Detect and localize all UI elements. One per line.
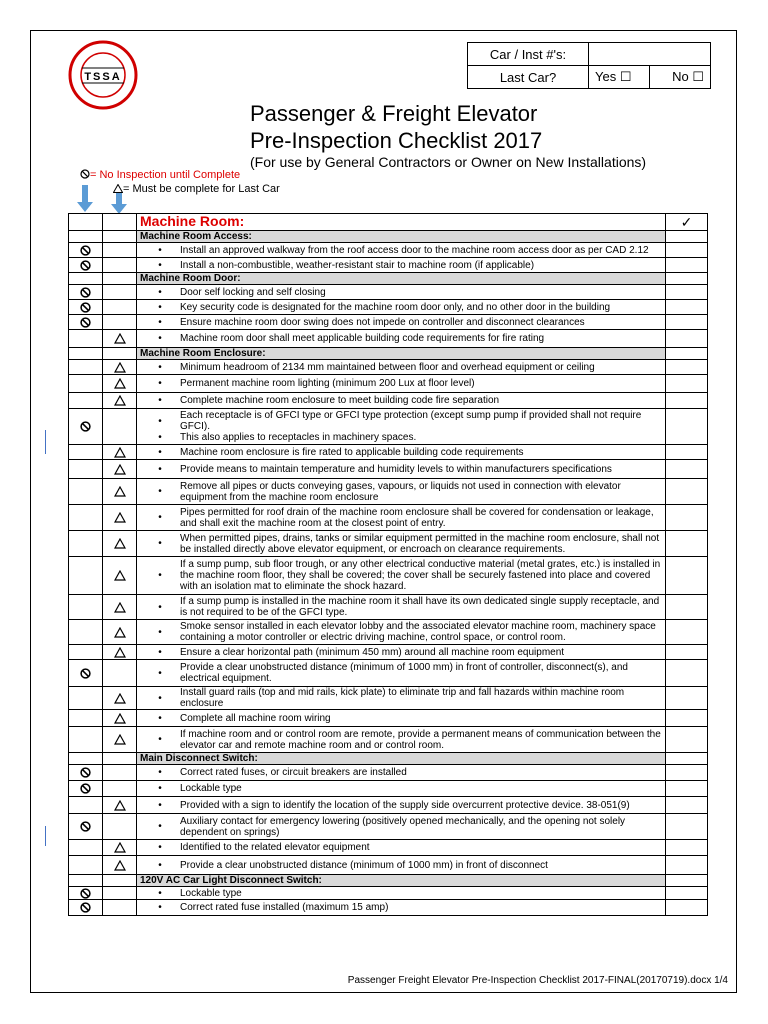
checklist-item-row [69,285,708,300]
check-cell[interactable] [666,710,708,727]
checklist-table [68,213,708,916]
legend-last-car [113,183,280,195]
check-cell[interactable] [666,479,708,505]
item-description: • Correct rated fuses, or circuit breakers are installed [137,765,666,781]
page-title [250,100,542,154]
item-text: Install an approved walkway from the roof access door to the machine room access door as per CAD 2.12 [180,244,649,256]
item-description: • Smoke sensor installed in each elevator lobby and the associated elevator machine room, machinery space containing a motor controller or electric driving machine, control space, or control room. [137,620,666,645]
check-cell[interactable] [666,330,708,348]
checklist-item-row [69,460,708,479]
triangle-icon [114,627,126,638]
last-car-no-checkbox[interactable]: No ☐ [650,66,711,89]
triangle-icon [114,570,126,581]
last-car-cell [103,258,137,273]
check-cell[interactable] [666,460,708,479]
no-inspection-cell [69,243,103,258]
no-inspection-cell [69,645,103,660]
item-description: • Key security code is designated for the machine room door only, and no other door in the building [137,300,666,315]
item-text: Provide a clear unobstructed distance (minimum of 1000 mm) in front of controller, disconnect(s), and electrical equipment. [180,662,628,684]
last-car-cell [103,887,137,900]
legend-no-inspection [80,169,240,181]
item-description: • Ensure a clear horizontal path (minimum 450 mm) around all machine room equipment [137,645,666,660]
check-cell[interactable] [666,360,708,375]
legend-no-inspection-text: = No Inspection until Complete [90,169,241,181]
section-row [69,273,708,285]
triangle-icon [113,184,123,193]
item-text: Lockable type [180,887,242,899]
item-description: • Machine room enclosure is fire rated to applicable building code requirements [137,445,666,460]
item-description: • Minimum headroom of 2134 mm maintained between floor and overhead equipment or ceiling [137,360,666,375]
check-cell[interactable] [666,687,708,710]
last-car-cell [103,660,137,687]
no-inspection-cell [69,445,103,460]
check-cell[interactable] [666,781,708,797]
check-cell[interactable] [666,505,708,531]
last-car-cell [103,300,137,315]
triangle-icon [114,647,126,658]
last-car-cell [103,620,137,645]
item-text: Lockable type [180,783,242,794]
item-text: Identified to the related elevator equipment [180,842,370,853]
no-inspection-cell [69,814,103,840]
section-title: 120V AC Car Light Disconnect Switch: [137,875,666,887]
item-description: • Permanent machine room lighting (minimum 200 Lux at floor level) [137,375,666,393]
checklist-item-row [69,856,708,875]
check-cell[interactable] [666,243,708,258]
arrow-down-icon [111,193,127,215]
no-inspection-icon [80,302,91,313]
car-info-table [467,42,711,89]
car-label: Car / Inst #'s: [468,43,589,66]
item-text: Machine room enclosure is fire rated to applicable building code requirements [180,446,524,458]
checklist-item-row [69,360,708,375]
triangle-icon [114,512,126,523]
section-title: Machine Room Door: [137,273,666,285]
no-inspection-icon [80,821,91,832]
section-row [69,231,708,243]
revision-bar [45,826,46,846]
triangle-icon [114,333,126,344]
table-title: Machine Room: [140,212,245,229]
last-car-cell [103,315,137,330]
checklist-item-row [69,660,708,687]
item-text: Install a non-combustible, weather-resistant stair to machine room (if applicable) [180,259,535,271]
checklist-item-row [69,840,708,856]
check-cell[interactable] [666,887,708,900]
checklist-item-row [69,258,708,273]
no-inspection-cell [69,531,103,557]
item-description: • Complete machine room enclosure to meet building code fire separation [137,393,666,409]
no-inspection-icon [80,260,91,271]
checklist-item-row [69,300,708,315]
triangle-icon [114,395,126,406]
checklist-item-row [69,645,708,660]
no-inspection-cell [69,781,103,797]
no-inspection-cell [69,887,103,900]
item-description: • Door self locking and self closing [137,285,666,300]
no-inspection-cell [69,840,103,856]
triangle-icon [114,693,126,704]
last-car-cell [103,375,137,393]
item-text: Door self locking and self closing [180,286,326,298]
last-car-yes-checkbox[interactable]: Yes ☐ [589,66,650,89]
item-text: Minimum headroom of 2134 mm maintained between floor and overhead equipment or ceiling [180,361,595,373]
checklist-item-row [69,330,708,348]
item-text: This also applies to receptacles in machinery spaces. [180,432,417,443]
check-cell[interactable] [666,300,708,315]
item-text: Each receptacle is of GFCI type or GFCI type protection (except sump pump if provided shall not require GFCI). [180,410,642,432]
check-cell[interactable] [666,409,708,445]
last-car-cell [103,330,137,348]
item-description: • Provide means to maintain temperature and humidity levels to within manufacturers specifications [137,460,666,479]
item-description: • If a sump pump, sub floor trough, or any other electrical conductive material (metal grates, etc.) is installed in the machine room floor, they shall be covered; the cover shall be securely fastened into place and covered with an isolation mat to eliminate the shock hazard. [137,557,666,595]
no-inspection-cell [69,258,103,273]
checklist-item-row [69,445,708,460]
no-inspection-cell [69,710,103,727]
item-text: Remove all pipes or ducts conveying gases, vapours, or liquids not used in connection with elevator equipment from the machine room enclosure [180,480,621,503]
last-car-cell [103,781,137,797]
no-inspection-cell [69,660,103,687]
item-text: If machine room and or control room are remote, provide a permanent means of communication between the elevator car and remote machine room and or control room. [180,728,661,751]
item-description: • Provide a clear unobstructed distance (minimum of 1000 mm) in front of disconnect [137,856,666,875]
triangle-icon [114,602,126,613]
item-text: Ensure a clear horizontal path (minimum 450 mm) around all machine room equipment [180,646,565,658]
item-description: • Ensure machine room door swing does not impede on controller and disconnect clearances [137,315,666,330]
triangle-icon [114,378,126,389]
section-title: Main Disconnect Switch: [137,753,666,765]
item-text: Install guard rails (top and mid rails, kick plate) to eliminate trip and fall hazards within machine room enclosure [180,687,625,709]
last-car-cell [103,687,137,710]
item-description: • When permitted pipes, drains, tanks or similar equipment permitted in the machine room enclosure, shall not be installed directly above elevator equipment, or encroach on clearance requirements. [137,531,666,557]
checklist-item-row [69,531,708,557]
no-inspection-cell [69,315,103,330]
checklist-item-row [69,315,708,330]
last-car-cell [103,710,137,727]
check-cell[interactable] [666,660,708,687]
no-inspection-icon [80,668,91,679]
no-inspection-cell [69,285,103,300]
check-column-header: ✓ [666,214,708,231]
no-inspection-cell [69,460,103,479]
item-description: • If machine room and or control room are remote, provide a permanent means of communication between the elevator car and remote machine room and or control room. [137,727,666,753]
no-inspection-cell [69,620,103,645]
item-text: Smoke sensor installed in each elevator lobby and the associated elevator machine room, machinery space containing a motor controller or electric driving machine, control space, or control room. [180,621,656,643]
section-title: Machine Room Access: [137,231,666,243]
section-title: Machine Room Enclosure: [137,348,666,360]
item-description: • Correct rated fuse installed (maximum 15 amp) [137,900,666,916]
no-inspection-cell [69,797,103,814]
triangle-icon [114,362,126,373]
no-inspection-icon [80,767,91,778]
last-car-cell [103,814,137,840]
no-inspection-cell [69,360,103,375]
last-car-cell [103,856,137,875]
checklist-item-row [69,814,708,840]
no-inspection-cell [69,900,103,916]
item-description: • Pipes permitted for roof drain of the machine room enclosure shall be covered for condensation or leakage, and shall exit the machine room at the closest point of entry. [137,505,666,531]
item-description: • Provide a clear unobstructed distance (minimum of 1000 mm) in front of controller, disconnect(s), and electrical equipment. [137,660,666,687]
triangle-icon [114,860,126,871]
item-text: Ensure machine room door swing does not impede on controller and disconnect clearances [180,316,585,328]
triangle-icon [114,538,126,549]
checklist-item-row [69,900,708,916]
last-car-cell [103,360,137,375]
item-text: Provide a clear unobstructed distance (minimum of 1000 mm) in front of disconnect [180,859,548,871]
last-car-label: Last Car? [468,66,589,89]
checklist-item-row [69,595,708,620]
checklist-item-row [69,710,708,727]
no-inspection-icon [80,421,91,432]
last-car-cell [103,243,137,258]
section-row [69,348,708,360]
check-cell[interactable] [666,531,708,557]
last-car-cell [103,900,137,916]
checklist-item-row [69,393,708,409]
check-cell[interactable] [666,620,708,645]
item-description: • Install guard rails (top and mid rails, kick plate) to eliminate trip and fall hazards within machine room enclosure [137,687,666,710]
check-cell[interactable] [666,285,708,300]
no-inspection-cell [69,393,103,409]
item-text: Correct rated fuse installed (maximum 15 amp) [180,902,389,913]
item-description: • Complete all machine room wiring [137,710,666,727]
checklist-item-row [69,409,708,445]
section-row [69,753,708,765]
item-description: • Remove all pipes or ducts conveying gases, vapours, or liquids not used in connection with elevator equipment from the machine room enclosure [137,479,666,505]
check-cell[interactable] [666,840,708,856]
no-inspection-icon [80,902,91,913]
check-cell[interactable] [666,900,708,916]
check-cell[interactable] [666,315,708,330]
check-cell[interactable] [666,645,708,660]
checklist-item-row [69,557,708,595]
triangle-icon [114,800,126,811]
last-car-cell [103,393,137,409]
last-car-cell [103,460,137,479]
last-car-cell [103,797,137,814]
last-car-cell [103,445,137,460]
no-inspection-cell [69,479,103,505]
item-text: Provided with a sign to identify the location of the supply side overcurrent protective device. 38-051(9) [180,799,630,811]
no-inspection-cell [69,687,103,710]
triangle-icon [114,464,126,475]
no-inspection-icon [80,783,91,794]
item-text: Provide means to maintain temperature and humidity levels to within manufacturers specifications [180,463,612,475]
item-description: • Install an approved walkway from the roof access door to the machine room access door as per CAD 2.12 [137,243,666,258]
checklist-item-row [69,727,708,753]
checklist-item-row [69,243,708,258]
no-inspection-cell [69,375,103,393]
no-inspection-cell [69,300,103,315]
item-description: • Each receptacle is of GFCI type or GFCI type protection (except sump pump if provided shall not require GFCI). • This also applies to receptacles in machinery spaces. [137,409,666,445]
check-cell[interactable] [666,727,708,753]
check-cell[interactable] [666,856,708,875]
check-cell[interactable] [666,797,708,814]
item-text: Machine room door shall meet applicable building code requirements for fire rating [180,333,545,344]
item-description: • Provided with a sign to identify the location of the supply side overcurrent protective device. 38-051(9) [137,797,666,814]
checklist-item-row [69,797,708,814]
arrow-down-icon [77,185,93,213]
checklist-item-row [69,375,708,393]
item-text: When permitted pipes, drains, tanks or similar equipment permitted in the machine room enclosure, shall not be installed directly above elevator equipment, or encroach on clearance requirements. [180,532,660,555]
tssa-logo [68,40,138,110]
check-cell[interactable] [666,375,708,393]
page-subtitle: (For use by General Contractors or Owner on New Installations) [250,154,647,170]
last-car-cell [103,557,137,595]
no-inspection-icon [80,245,91,256]
item-description: • Install a non-combustible, weather-resistant stair to machine room (if applicable) [137,258,666,273]
item-text: Complete machine room enclosure to meet building code fire separation [180,395,500,406]
check-cell[interactable] [666,393,708,409]
last-car-cell [103,765,137,781]
item-description: • Lockable type [137,781,666,797]
item-description: • If a sump pump is installed in the machine room it shall have its own dedicated single supply receptacle, and is not required to be of the GFCI type. [137,595,666,620]
title-line-2: Pre-Inspection Checklist 2017 [250,128,543,153]
title-line-1: Passenger & Freight Elevator [250,101,538,126]
last-car-cell [103,727,137,753]
check-cell[interactable] [666,814,708,840]
item-text: If a sump pump, sub floor trough, or any other electrical conductive material (metal grates, etc.) is installed in the machine room floor, they shall be covered; the cover shall be securely fastened into place and covered with an isolation mat to eliminate the shock hazard. [180,559,661,592]
check-cell[interactable] [666,595,708,620]
checklist-item-row [69,479,708,505]
triangle-icon [114,447,126,458]
check-cell[interactable] [666,765,708,781]
checklist-item-row [69,781,708,797]
check-cell[interactable] [666,258,708,273]
triangle-icon [114,486,126,497]
car-value-field[interactable] [589,43,711,66]
last-car-cell [103,409,137,445]
last-car-cell [103,285,137,300]
item-description: • Machine room door shall meet applicable building code requirements for fire rating [137,330,666,348]
last-car-cell [103,531,137,557]
no-inspection-cell [69,595,103,620]
last-car-cell [103,595,137,620]
checklist-item-row [69,765,708,781]
triangle-icon [114,842,126,853]
check-cell[interactable] [666,445,708,460]
item-text: Complete all machine room wiring [180,712,331,724]
last-car-cell [103,505,137,531]
logo-text: TSSA [84,71,122,83]
last-car-cell [103,645,137,660]
item-text: Permanent machine room lighting (minimum 200 Lux at floor level) [180,378,475,389]
no-inspection-cell [69,856,103,875]
checklist-item-row [69,887,708,900]
check-cell[interactable] [666,557,708,595]
revision-bar [45,430,46,454]
no-inspection-icon [80,287,91,298]
item-text: Auxiliary contact for emergency lowering (positively opened mechanically, and the opening not solely dependent on springs) [180,815,626,838]
no-inspection-icon [80,169,90,179]
item-description: • Auxiliary contact for emergency lowering (positively opened mechanically, and the opening not solely dependent on springs) [137,814,666,840]
item-text: Key security code is designated for the machine room door only, and no other door in the building [180,301,611,313]
triangle-icon [114,713,126,724]
triangle-icon [114,734,126,745]
item-text: Pipes permitted for roof drain of the machine room enclosure shall be covered for condensation or leakage, and shall exit the machine room at the closest point of entry. [180,506,654,529]
no-inspection-icon [80,317,91,328]
legend-last-car-text: = Must be complete for Last Car [123,183,280,195]
item-description: • Lockable type [137,887,666,900]
no-inspection-cell [69,557,103,595]
item-text: Correct rated fuses, or circuit breakers are installed [180,767,407,778]
checklist-item-row [69,505,708,531]
no-inspection-cell [69,409,103,445]
checklist-item-row [69,620,708,645]
section-row [69,875,708,887]
checklist-item-row [69,687,708,710]
last-car-cell [103,479,137,505]
no-inspection-cell [69,330,103,348]
no-inspection-cell [69,727,103,753]
item-text: If a sump pump is installed in the machine room it shall have its own dedicated single supply receptacle, and is not required to be of the GFCI type. [180,596,660,618]
table-header-row [69,214,708,231]
no-inspection-icon [80,888,91,899]
page-footer: Passenger Freight Elevator Pre-Inspection Checklist 2017-FINAL(20170719).docx 1/4 [347,975,728,986]
last-car-cell [103,840,137,856]
no-inspection-cell [69,505,103,531]
item-description: • Identified to the related elevator equipment [137,840,666,856]
no-inspection-cell [69,765,103,781]
